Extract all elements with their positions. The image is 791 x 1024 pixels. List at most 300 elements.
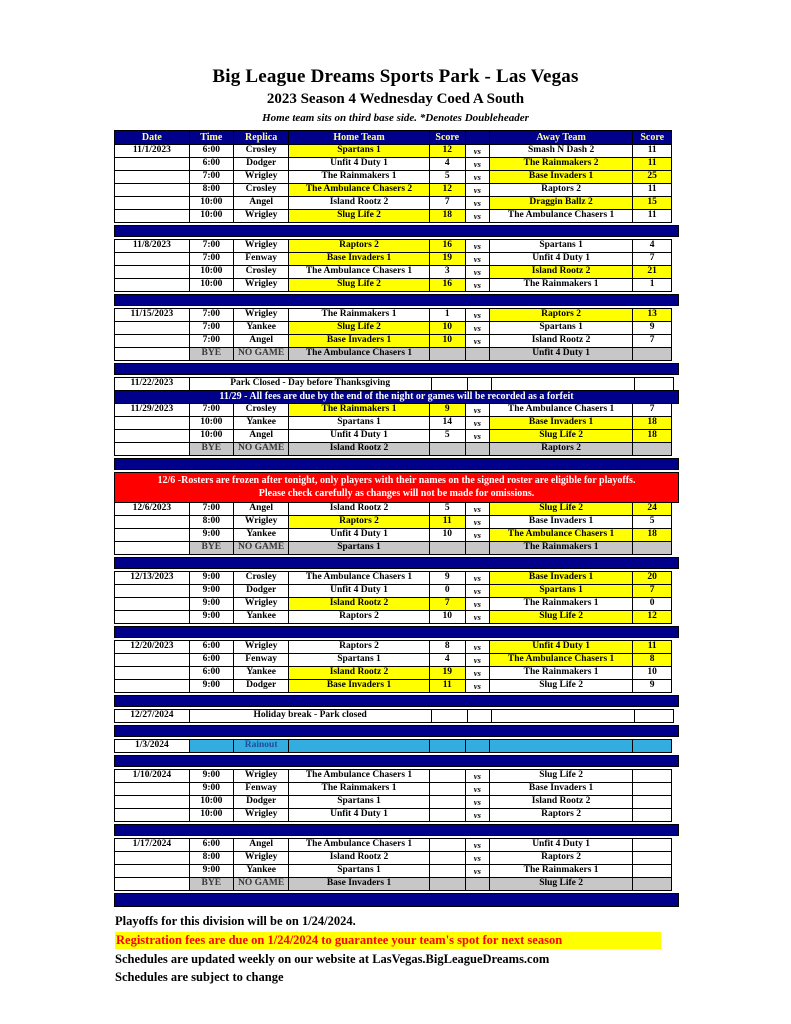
away-team-cell: Base Invaders 1 <box>489 515 634 529</box>
home-score-cell: 5 <box>429 502 466 516</box>
home-score-cell: 10 <box>429 528 466 542</box>
home-team-cell: Spartans 1 <box>288 864 429 878</box>
away-team-cell: Unfit 4 Duty 1 <box>489 347 634 361</box>
vs-label: vs <box>465 653 490 667</box>
rainout-row <box>114 739 679 753</box>
home-team-cell: Raptors 2 <box>288 610 429 624</box>
date-cell <box>114 347 190 361</box>
date-cell: 11/22/2023 <box>114 377 190 391</box>
replica-cell: Wrigley <box>233 769 290 783</box>
away-team-cell: Unfit 4 Duty 1 <box>489 838 634 852</box>
away-team-cell: Island Rootz 2 <box>489 265 634 279</box>
away-score-cell: 12 <box>632 610 672 624</box>
away-score-cell: 8 <box>632 653 672 667</box>
home-score-cell: 10 <box>429 610 466 624</box>
home-score-cell: 9 <box>429 571 466 585</box>
game-row <box>114 502 679 516</box>
closed-message-cell: Holiday break - Park closed <box>189 709 432 723</box>
replica-cell: Yankee <box>233 666 290 680</box>
date-cell <box>114 321 190 335</box>
away-team-cell: Base Invaders 1 <box>489 416 634 430</box>
away-score-cell: 7 <box>632 584 672 598</box>
schedule-table <box>114 130 679 907</box>
vs-label: vs <box>465 403 490 417</box>
date-cell <box>114 209 190 223</box>
game-row <box>114 209 679 223</box>
away-team-cell: Slug Life 2 <box>489 502 634 516</box>
no-game-label: NO GAME <box>233 541 290 555</box>
time-cell: 10:00 <box>189 209 234 223</box>
away-score-cell: 0 <box>632 597 672 611</box>
column-header-home-score: Score <box>429 130 466 145</box>
vs-empty-cell <box>465 442 490 456</box>
closed-row <box>114 377 679 391</box>
date-cell <box>114 851 190 865</box>
time-cell: 7:00 <box>189 239 234 253</box>
time-cell: 6:00 <box>189 640 234 654</box>
away-score-cell <box>632 541 672 555</box>
website-note: Schedules are updated weekly on our website at LasVegas.BigLeagueDreams.com <box>115 952 550 966</box>
away-score-cell: 20 <box>632 571 672 585</box>
date-cell <box>114 429 190 443</box>
away-score-cell: 4 <box>632 239 672 253</box>
home-team-cell: Spartans 1 <box>288 144 429 158</box>
section-separator <box>114 294 679 306</box>
replica-cell: Crosley <box>233 403 290 417</box>
document-header <box>0 0 791 124</box>
away-score-cell: 21 <box>632 265 672 279</box>
date-cell <box>114 515 190 529</box>
time-cell: 9:00 <box>189 782 234 796</box>
game-row <box>114 321 679 335</box>
time-cell: 7:00 <box>189 308 234 322</box>
vs-label: vs <box>465 528 490 542</box>
away-team-cell <box>491 377 636 391</box>
vs-label: vs <box>465 838 490 852</box>
date-cell <box>114 597 190 611</box>
section-separator <box>114 824 679 836</box>
vs-empty-cell <box>467 377 492 391</box>
vs-label: vs <box>465 795 490 809</box>
home-team-cell: The Ambulance Chasers 1 <box>288 265 429 279</box>
game-row <box>114 334 679 348</box>
away-score-cell <box>632 864 672 878</box>
vs-label: vs <box>465 239 490 253</box>
home-team-cell: Raptors 2 <box>288 640 429 654</box>
away-score-cell: 9 <box>632 679 672 693</box>
home-team-cell: The Ambulance Chasers 1 <box>288 571 429 585</box>
home-score-cell: 12 <box>429 183 466 197</box>
game-row <box>114 196 679 210</box>
date-cell <box>114 528 190 542</box>
away-team-cell: The Ambulance Chasers 1 <box>489 209 634 223</box>
home-team-cell: Base Invaders 1 <box>288 252 429 266</box>
vs-label: vs <box>465 321 490 335</box>
away-score-cell <box>634 377 674 391</box>
vs-empty-cell <box>465 541 490 555</box>
vs-label: vs <box>465 170 490 184</box>
date-cell <box>114 795 190 809</box>
column-header-time: Time <box>189 130 234 145</box>
away-score-cell: 11 <box>632 183 672 197</box>
season-subtitle: 2023 Season 4 Wednesday Coed A South <box>266 91 525 107</box>
away-score-cell: 18 <box>632 416 672 430</box>
game-row <box>114 782 679 796</box>
away-score-cell: 7 <box>632 403 672 417</box>
away-team-cell: Slug Life 2 <box>489 769 634 783</box>
away-team-cell: Raptors 2 <box>489 851 634 865</box>
home-team-cell <box>288 739 429 753</box>
away-team-cell: Base Invaders 1 <box>489 782 634 796</box>
away-team-cell: The Rainmakers 1 <box>489 278 634 292</box>
column-header-away-score: Score <box>632 130 672 145</box>
date-cell <box>114 416 190 430</box>
section-separator <box>114 363 679 375</box>
vs-label: vs <box>465 308 490 322</box>
away-team-cell: Base Invaders 1 <box>489 571 634 585</box>
game-row <box>114 653 679 667</box>
time-cell: 7:00 <box>189 252 234 266</box>
section-separator <box>114 893 679 907</box>
home-team-cell: Unfit 4 Duty 1 <box>288 808 429 822</box>
date-cell <box>114 278 190 292</box>
away-score-cell <box>632 442 672 456</box>
game-row <box>114 769 679 783</box>
home-team-cell: The Ambulance Chasers 1 <box>288 347 429 361</box>
vs-label: vs <box>465 278 490 292</box>
vs-label: vs <box>465 597 490 611</box>
away-score-cell <box>632 851 672 865</box>
home-team-cell: Base Invaders 1 <box>288 679 429 693</box>
replica-cell: Fenway <box>233 252 290 266</box>
game-row <box>114 183 679 197</box>
game-row <box>114 584 679 598</box>
home-score-cell <box>429 442 466 456</box>
date-cell: 1/17/2024 <box>114 838 190 852</box>
home-team-cell: Island Rootz 2 <box>288 502 429 516</box>
home-score-cell <box>429 851 466 865</box>
vs-label: vs <box>465 571 490 585</box>
away-team-cell: Island Rootz 2 <box>489 334 634 348</box>
time-cell: 6:00 <box>189 157 234 171</box>
home-score-cell <box>429 795 466 809</box>
home-score-cell <box>429 808 466 822</box>
time-cell <box>189 739 234 753</box>
game-row <box>114 308 679 322</box>
date-cell: 12/20/2023 <box>114 640 190 654</box>
home-score-cell: 10 <box>429 321 466 335</box>
time-cell: 9:00 <box>189 584 234 598</box>
game-row <box>114 795 679 809</box>
home-team-cell: The Rainmakers 1 <box>288 170 429 184</box>
time-cell: 10:00 <box>189 416 234 430</box>
date-cell <box>114 334 190 348</box>
game-row <box>114 278 679 292</box>
date-cell: 11/8/2023 <box>114 239 190 253</box>
home-score-cell <box>429 739 466 753</box>
game-row <box>114 851 679 865</box>
time-cell: 7:00 <box>189 502 234 516</box>
away-score-cell: 24 <box>632 502 672 516</box>
away-score-cell: 25 <box>632 170 672 184</box>
home-score-cell <box>429 782 466 796</box>
away-score-cell: 15 <box>632 196 672 210</box>
away-score-cell: 7 <box>632 252 672 266</box>
time-cell: 8:00 <box>189 183 234 197</box>
vs-empty-cell <box>465 347 490 361</box>
time-cell: 10:00 <box>189 265 234 279</box>
away-team-cell: The Rainmakers 1 <box>489 864 634 878</box>
replica-cell: Yankee <box>233 864 290 878</box>
game-row <box>114 597 679 611</box>
home-score-cell: 4 <box>429 653 466 667</box>
game-row <box>114 515 679 529</box>
date-cell <box>114 584 190 598</box>
date-cell <box>114 666 190 680</box>
schedule-table-body <box>114 144 679 907</box>
replica-cell: Angel <box>233 429 290 443</box>
vs-label: vs <box>465 183 490 197</box>
date-cell: 12/27/2024 <box>114 709 190 723</box>
time-cell: 10:00 <box>189 795 234 809</box>
home-score-cell: 4 <box>429 157 466 171</box>
replica-cell: Crosley <box>233 571 290 585</box>
page-title: Big League Dreams Sports Park - Las Vegas <box>212 66 579 87</box>
home-team-cell: The Ambulance Chasers 1 <box>288 838 429 852</box>
away-score-cell <box>632 347 672 361</box>
game-row <box>114 640 679 654</box>
game-row <box>114 571 679 585</box>
vs-label: vs <box>465 515 490 529</box>
away-team-cell <box>491 709 636 723</box>
date-cell <box>114 183 190 197</box>
bye-label: BYE <box>189 347 234 361</box>
home-score-cell <box>429 769 466 783</box>
replica-cell: Wrigley <box>233 209 290 223</box>
replica-cell: Angel <box>233 502 290 516</box>
time-cell: 10:00 <box>189 196 234 210</box>
date-cell: 12/6/2023 <box>114 502 190 516</box>
home-score-cell <box>429 838 466 852</box>
vs-label: vs <box>465 196 490 210</box>
home-team-cell: Spartans 1 <box>288 541 429 555</box>
vs-label: vs <box>465 864 490 878</box>
date-cell <box>114 442 190 456</box>
replica-cell: Dodger <box>233 795 290 809</box>
home-team-cell: Unfit 4 Duty 1 <box>288 157 429 171</box>
home-score-cell: 10 <box>429 334 466 348</box>
bye-row <box>114 442 679 456</box>
away-team-cell: Slug Life 2 <box>489 429 634 443</box>
replica-cell: Angel <box>233 196 290 210</box>
home-score-cell <box>431 377 468 391</box>
time-cell: 9:00 <box>189 610 234 624</box>
home-score-cell: 16 <box>429 239 466 253</box>
home-team-cell: Island Rootz 2 <box>288 442 429 456</box>
replica-cell: Crosley <box>233 144 290 158</box>
away-score-cell: 7 <box>632 334 672 348</box>
time-cell: 6:00 <box>189 144 234 158</box>
vs-label: vs <box>465 782 490 796</box>
away-team-cell: Raptors 2 <box>489 308 634 322</box>
date-cell <box>114 877 190 891</box>
home-team-cell: Island Rootz 2 <box>288 196 429 210</box>
no-game-label: NO GAME <box>233 877 290 891</box>
away-team-cell: Spartans 1 <box>489 321 634 335</box>
away-team-cell: Base Invaders 1 <box>489 170 634 184</box>
time-cell: 7:00 <box>189 403 234 417</box>
time-cell: 9:00 <box>189 679 234 693</box>
vs-label: vs <box>465 679 490 693</box>
game-row <box>114 403 679 417</box>
date-cell <box>114 808 190 822</box>
time-cell: 7:00 <box>189 321 234 335</box>
date-cell <box>114 864 190 878</box>
section-separator <box>114 695 679 707</box>
column-header-replica: Replica <box>233 130 290 145</box>
home-score-cell: 19 <box>429 252 466 266</box>
time-cell: 9:00 <box>189 864 234 878</box>
date-cell: 11/29/2023 <box>114 403 190 417</box>
bye-label: BYE <box>189 877 234 891</box>
date-cell: 1/10/2024 <box>114 769 190 783</box>
replica-cell: Yankee <box>233 321 290 335</box>
game-row <box>114 679 679 693</box>
away-team-cell: Spartans 1 <box>489 584 634 598</box>
time-cell: 9:00 <box>189 597 234 611</box>
game-row <box>114 528 679 542</box>
time-cell: 6:00 <box>189 653 234 667</box>
bye-row <box>114 877 679 891</box>
vs-label: vs <box>465 265 490 279</box>
home-score-cell: 5 <box>429 170 466 184</box>
home-team-cell: Slug Life 2 <box>288 321 429 335</box>
away-score-cell: 11 <box>632 640 672 654</box>
home-team-note: Home team sits on third base side. *Denotes Doubleheader <box>262 112 529 124</box>
vs-empty-cell <box>465 739 490 753</box>
bye-row <box>114 347 679 361</box>
game-row <box>114 429 679 443</box>
time-cell: 7:00 <box>189 170 234 184</box>
home-score-cell: 9 <box>429 403 466 417</box>
home-score-cell: 11 <box>429 679 466 693</box>
vs-label: vs <box>465 209 490 223</box>
replica-cell: Angel <box>233 838 290 852</box>
home-score-cell <box>429 541 466 555</box>
vs-label: vs <box>465 157 490 171</box>
away-team-cell: The Rainmakers 1 <box>489 666 634 680</box>
replica-cell: Dodger <box>233 679 290 693</box>
home-team-cell: Spartans 1 <box>288 653 429 667</box>
replica-cell: Wrigley <box>233 308 290 322</box>
away-team-cell: Raptors 2 <box>489 808 634 822</box>
column-header-away-team: Away Team <box>489 130 634 145</box>
home-score-cell: 7 <box>429 597 466 611</box>
away-score-cell: 11 <box>632 209 672 223</box>
home-team-cell: Island Rootz 2 <box>288 851 429 865</box>
game-row <box>114 864 679 878</box>
away-team-cell: Slug Life 2 <box>489 877 634 891</box>
date-cell <box>114 782 190 796</box>
game-row <box>114 610 679 624</box>
vs-label: vs <box>465 584 490 598</box>
replica-cell: Fenway <box>233 782 290 796</box>
fees-notice-row <box>114 390 679 404</box>
away-team-cell: Raptors 2 <box>489 442 634 456</box>
vs-empty-cell <box>467 709 492 723</box>
section-separator <box>114 626 679 638</box>
time-cell: 7:00 <box>189 334 234 348</box>
vs-label: vs <box>465 144 490 158</box>
home-team-cell: The Rainmakers 1 <box>288 308 429 322</box>
time-cell: 9:00 <box>189 528 234 542</box>
replica-cell: Wrigley <box>233 239 290 253</box>
away-score-cell: 5 <box>632 515 672 529</box>
away-team-cell: The Rainmakers 2 <box>489 157 634 171</box>
home-team-cell: Unfit 4 Duty 1 <box>288 528 429 542</box>
away-team-cell: The Ambulance Chasers 1 <box>489 653 634 667</box>
away-score-cell <box>632 769 672 783</box>
home-team-cell: Unfit 4 Duty 1 <box>288 429 429 443</box>
date-cell <box>114 541 190 555</box>
vs-label: vs <box>465 808 490 822</box>
section-separator <box>114 725 679 737</box>
home-team-cell: Base Invaders 1 <box>288 877 429 891</box>
away-score-cell: 18 <box>632 528 672 542</box>
roster-freeze-notice-text <box>114 472 679 503</box>
home-score-cell: 11 <box>429 515 466 529</box>
home-score-cell: 16 <box>429 278 466 292</box>
date-cell: 12/13/2023 <box>114 571 190 585</box>
home-team-cell: Raptors 2 <box>288 515 429 529</box>
game-row <box>114 416 679 430</box>
home-team-cell: Spartans 1 <box>288 795 429 809</box>
date-cell <box>114 170 190 184</box>
time-cell: 8:00 <box>189 851 234 865</box>
home-score-cell: 3 <box>429 265 466 279</box>
date-cell: 1/3/2024 <box>114 739 190 753</box>
time-cell: 6:00 <box>189 666 234 680</box>
away-team-cell: The Rainmakers 1 <box>489 597 634 611</box>
section-separator <box>114 755 679 767</box>
date-cell <box>114 610 190 624</box>
no-game-label: NO GAME <box>233 442 290 456</box>
home-team-cell: Raptors 2 <box>288 239 429 253</box>
replica-cell: Wrigley <box>233 278 290 292</box>
vs-label: vs <box>465 416 490 430</box>
date-cell <box>114 157 190 171</box>
home-team-cell: Base Invaders 1 <box>288 334 429 348</box>
away-score-cell: 10 <box>632 666 672 680</box>
roster-freeze-line-2: Please check carefully as changes will not be made for omissions. <box>258 487 535 499</box>
date-cell <box>114 679 190 693</box>
away-team-cell: Draggin Ballz 2 <box>489 196 634 210</box>
vs-label: vs <box>465 502 490 516</box>
time-cell: 8:00 <box>189 515 234 529</box>
replica-cell: Yankee <box>233 610 290 624</box>
bye-label: BYE <box>189 541 234 555</box>
roster-freeze-line-1: 12/6 -Rosters are frozen after tonight, only players with their names on the signed roster are eligible for playoffs. <box>157 475 636 486</box>
home-score-cell <box>429 864 466 878</box>
game-row <box>114 144 679 158</box>
game-row <box>114 252 679 266</box>
home-team-cell: Slug Life 2 <box>288 209 429 223</box>
away-score-cell: 1 <box>632 278 672 292</box>
home-score-cell: 0 <box>429 584 466 598</box>
vs-label: vs <box>465 640 490 654</box>
replica-cell: Crosley <box>233 183 290 197</box>
home-score-cell <box>431 709 468 723</box>
